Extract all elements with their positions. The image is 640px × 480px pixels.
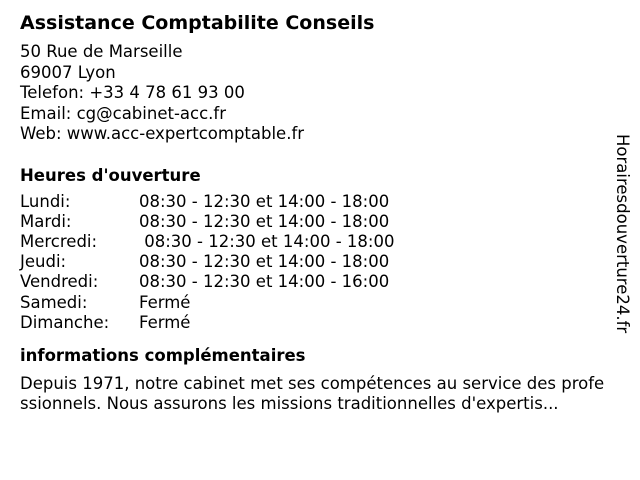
- site-watermark: Horairesdouverture24.fr: [613, 134, 632, 334]
- day-hours: 08:30 - 12:30 et 14:00 - 18:00: [139, 231, 395, 251]
- day-label: Samedi:: [20, 292, 88, 312]
- hours-row-wednesday: [20, 232, 610, 252]
- day-label: Lundi:: [20, 191, 71, 211]
- day-hours: 08:30 - 12:30 et 14:00 - 16:00: [139, 272, 390, 292]
- opening-hours-heading: Heures d'ouverture: [20, 165, 201, 185]
- day-label: Mercredi:: [20, 231, 98, 251]
- business-info-card: [20, 10, 610, 415]
- address-block: [20, 42, 610, 145]
- company-name: Assistance Comptabilite Conseils: [20, 12, 375, 34]
- additional-info-text: Depuis 1971, notre cabinet met ses compétences au service des professionnels. Nous assurons les missions traditionnelles d'expertis...: [20, 373, 605, 414]
- hours-row-sunday: [20, 313, 610, 333]
- day-hours: Fermé: [139, 312, 191, 332]
- day-label: Dimanche:: [20, 312, 110, 332]
- day-hours: Fermé: [139, 292, 191, 312]
- street-address: 50 Rue de Marseille: [20, 42, 183, 61]
- hours-row-friday: [20, 272, 610, 292]
- day-label: Jeudi:: [20, 252, 67, 272]
- additional-info-heading: informations complémentaires: [20, 345, 306, 365]
- city: 69007 Lyon: [20, 62, 116, 82]
- day-label: Mardi:: [20, 211, 72, 231]
- website: Web: www.acc-expertcomptable.fr: [20, 124, 305, 143]
- hours-row-thursday: [20, 252, 610, 272]
- day-hours: 08:30 - 12:30 et 14:00 - 18:00: [139, 191, 390, 211]
- hours-row-tuesday: [20, 212, 610, 232]
- email-address: Email: cg@cabinet-acc.fr: [20, 103, 226, 123]
- hours-row-monday: [20, 192, 610, 212]
- phone-number: Telefon: +33 4 78 61 93 00: [20, 83, 245, 102]
- day-label: Vendredi:: [20, 272, 99, 292]
- hours-row-saturday: [20, 293, 610, 313]
- opening-hours-table: [20, 192, 610, 333]
- day-hours: 08:30 - 12:30 et 14:00 - 18:00: [139, 252, 390, 272]
- day-hours: 08:30 - 12:30 et 14:00 - 18:00: [139, 211, 390, 231]
